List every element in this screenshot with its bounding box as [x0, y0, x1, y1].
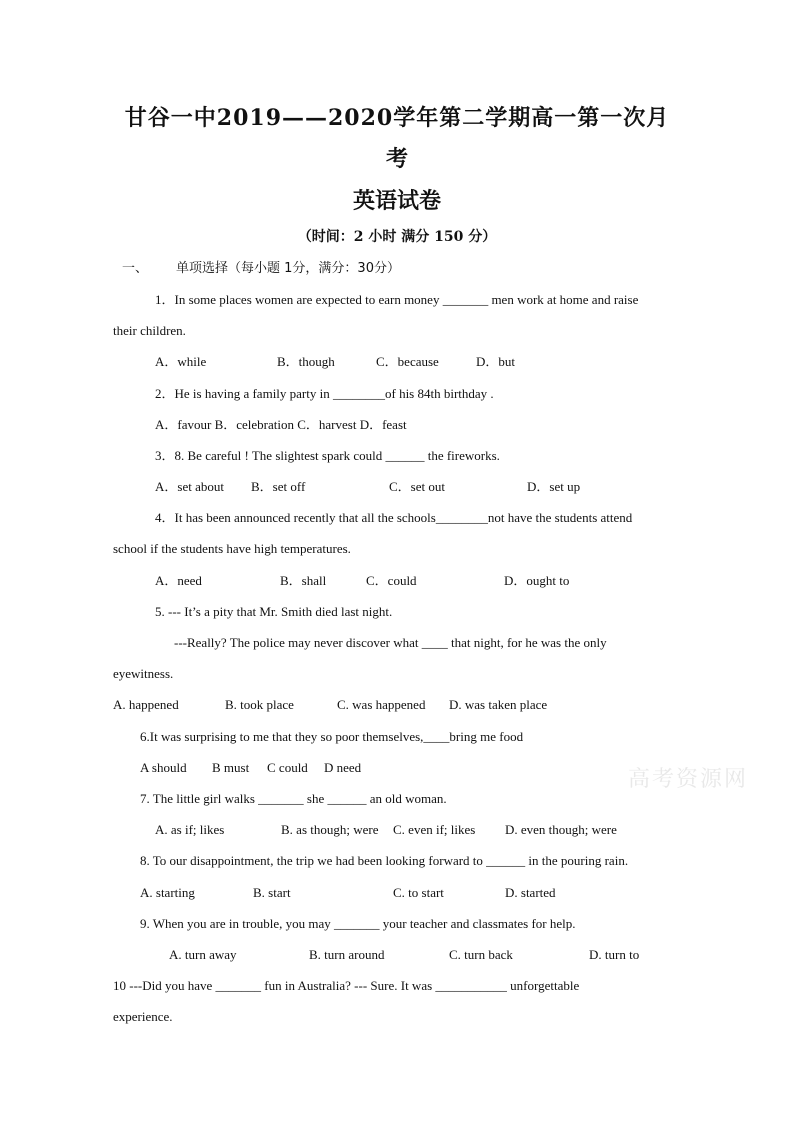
- question-7-option-b: B. as though; were: [281, 822, 379, 837]
- question-1-option-d: D．but: [476, 354, 516, 369]
- question-8-option-d: D. started: [505, 885, 556, 900]
- question-9-text: 9. When you are in trouble, you may _______ your teacher and classmates for help.: [140, 916, 576, 931]
- question-3-option-c: C．set out: [389, 479, 445, 494]
- question-4-option-a: A．need: [155, 573, 202, 588]
- question-5-reply-cont: eyewitness.: [113, 666, 174, 681]
- section-title: 单项选择（每小题 1分，满分：30分）: [176, 261, 400, 276]
- question-1-text: 1．In some places women are expected to earn money _______ men work at home and raise: [155, 292, 639, 307]
- question-5-option-c: C. was happened: [337, 697, 426, 712]
- question-9-option-b: B. turn around: [309, 947, 385, 962]
- question-7-option-a: A. as if; likes: [155, 822, 225, 837]
- question-7-option-c: C. even if; likes: [393, 822, 476, 837]
- question-8-text: 8. To our disappointment, the trip we had been looking forward to ______ in the pouring rain.: [140, 853, 629, 868]
- section-heading: [122, 260, 400, 278]
- section-number: 一、: [122, 261, 149, 276]
- question-2-text: 2．He is having a family party in ________of his 84th birthday .: [155, 386, 494, 401]
- question-9-option-a: A. turn away: [169, 947, 237, 962]
- question-5-reply: ---Really? The police may never discover what ____ that night, for he was the only: [174, 635, 607, 650]
- question-4-text-cont: school if the students have high temperatures.: [113, 541, 351, 556]
- question-1-text-cont: their children.: [113, 323, 186, 338]
- exam-title-line-2: 考: [385, 146, 408, 172]
- question-10-text: 10 ---Did you have _______ fun in Australia? --- Sure. It was ___________ unforgettable: [113, 978, 580, 993]
- question-10-text-cont: experience.: [113, 1009, 173, 1024]
- question-1-option-c: C．because: [376, 354, 439, 369]
- question-6-option-c: C could: [267, 760, 308, 775]
- question-7-option-d: D. even though; were: [505, 822, 617, 837]
- question-4-option-c: C．could: [366, 573, 417, 588]
- question-3-option-a: A．set about: [155, 479, 224, 494]
- question-9-option-c: C. turn back: [449, 947, 513, 962]
- question-4-option-d: D．ought to: [504, 573, 570, 588]
- question-1-option-a: A．while: [155, 354, 207, 369]
- question-7-text: 7. The little girl walks _______ she ______ an old woman.: [140, 791, 447, 806]
- question-5-option-b: B. took place: [225, 697, 294, 712]
- question-5-option-a: A. happened: [113, 697, 179, 712]
- exam-info: （时间：2 小时 满分 150 分）: [297, 229, 497, 245]
- question-6-option-d: D need: [324, 760, 362, 775]
- question-4-text: 4．It has been announced recently that all the schools________not have the students attend: [155, 510, 633, 525]
- question-9-option-d: D. turn to: [589, 947, 640, 962]
- question-6-option-b: B must: [212, 760, 250, 775]
- question-3-text: 3．8. Be careful ! The slightest spark could ______ the fireworks.: [155, 448, 500, 463]
- question-5-option-d: D. was taken place: [449, 697, 548, 712]
- question-4-option-b: B．shall: [280, 573, 327, 588]
- question-3-option-b: B．set off: [251, 479, 306, 494]
- exam-title-line-1: 甘谷一中2019——2020学年第二学期高一第一次月: [124, 105, 670, 131]
- question-8-option-a: A. starting: [140, 885, 195, 900]
- subject-title: 英语试卷: [352, 188, 441, 214]
- question-8-option-b: B. start: [253, 885, 291, 900]
- watermark: 高考资源网: [628, 767, 749, 792]
- question-3-option-d: D．set up: [527, 479, 581, 494]
- question-1-option-b: B．though: [277, 354, 335, 369]
- question-2-options: A．favour B．celebration C．harvest D．feast: [155, 417, 407, 432]
- question-6-text: 6.It was surprising to me that they so poor themselves,____bring me food: [140, 729, 524, 744]
- question-8-option-c: C. to start: [393, 885, 444, 900]
- question-6-option-a: A should: [140, 760, 187, 775]
- question-5-text: 5. --- It’s a pity that Mr. Smith died last night.: [155, 604, 393, 619]
